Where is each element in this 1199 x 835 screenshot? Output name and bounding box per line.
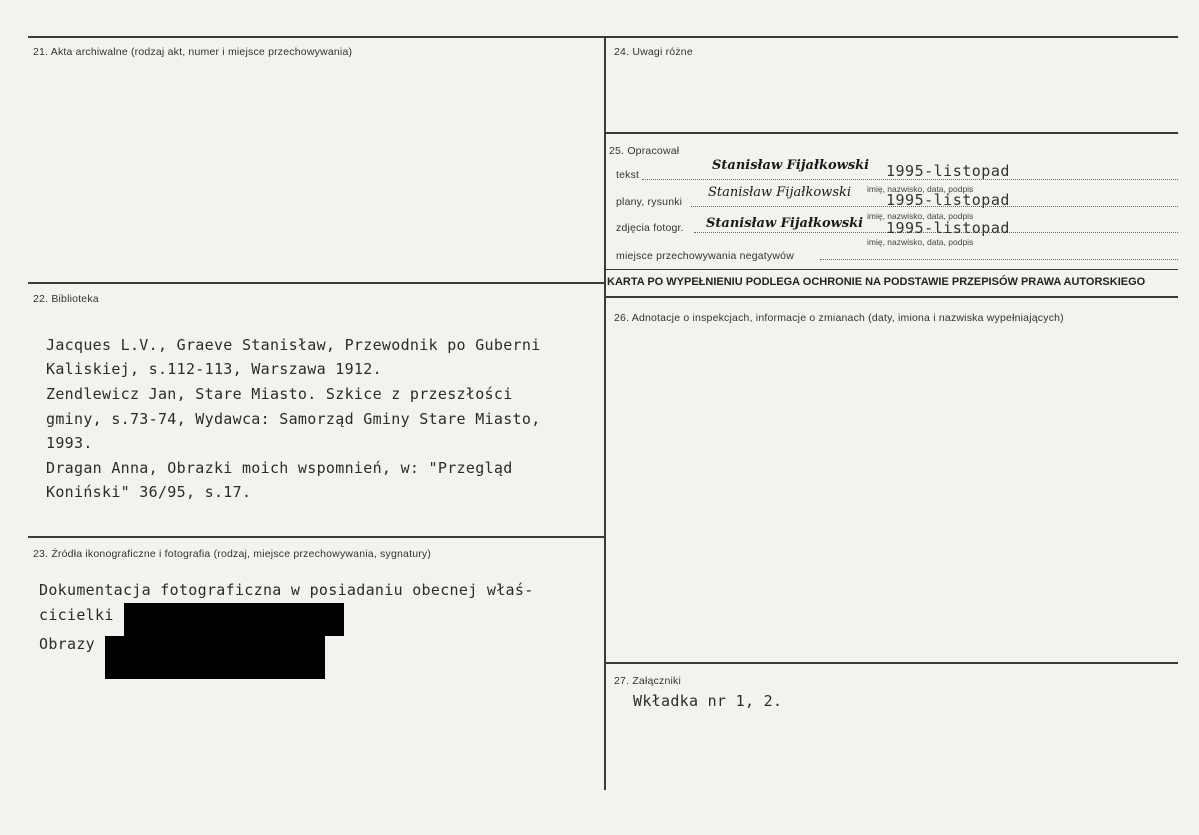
bibliography-line: Jacques L.V., Graeve Stanisław, Przewodnik po Guberni [46, 336, 541, 354]
date-value: 1995-listopad [886, 191, 1010, 209]
signature-author: Stanisław Fijałkowski [712, 158, 870, 173]
signature-author: Stanisław Fijałkowski [706, 216, 864, 231]
field-caption: imię, nazwisko, data, podpis [867, 237, 974, 247]
section-27-label: 27. Załączniki [614, 675, 681, 687]
bibliography-line: Dragan Anna, Obrazki moich wspomnień, w: "Przegląd [46, 459, 513, 477]
bibliography-line: Koniński" 36/95, s.17. [46, 483, 252, 501]
section-23-label: 23. Źródła ikonograficzne i fotografia (rodzaj, miejsce przechowywania, sygnatury) [33, 548, 432, 560]
field-label-photos: zdjęcia fotogr. [616, 222, 684, 234]
divider-notice-26 [606, 296, 1178, 298]
bibliography-line: Zendlewicz Jan, Stare Miasto. Szkice z przeszłości [46, 385, 513, 403]
redaction-block [105, 636, 325, 679]
iconography-line: Dokumentacja fotograficzna w posiadaniu obecnej właś- [39, 581, 534, 599]
bibliography-line: Kaliskiej, s.112-113, Warszawa 1912. [46, 360, 382, 378]
signature-author: Stanisław Fijałkowski [708, 185, 852, 200]
section-26-label: 26. Adnotacje o inspekcjach, informacje o zmianach (daty, imiona i nazwiska wypełniających) [614, 312, 1064, 324]
field-caption: imię, nazwisko, data, podpis [867, 211, 974, 221]
redaction-block [124, 603, 344, 636]
fill-line [820, 259, 1178, 260]
section-24-label: 24. Uwagi różne [614, 46, 693, 58]
field-label-text: tekst [616, 169, 640, 181]
top-border-line [28, 36, 1178, 38]
copyright-notice: KARTA PO WYPEŁNIENIU PODLEGA OCHRONIE NA PODSTAWIE PRZEPISÓW PRAWA AUTORSKIEGO [607, 276, 1146, 288]
field-label-negatives: miejsce przechowywania negatywów [616, 250, 794, 262]
attachments-value: Wkładka nr 1, 2. [633, 692, 783, 710]
bibliography-line: 1993. [46, 434, 93, 452]
iconography-line: cicielki [39, 606, 114, 624]
date-value: 1995-listopad [886, 162, 1010, 180]
divider-22-23 [28, 536, 606, 538]
center-divider-line [604, 36, 606, 790]
field-caption: imię, nazwisko, data, podpis [867, 184, 974, 194]
section-25-label: 25. Opracował [609, 145, 680, 157]
field-label-plans: plany, rysunki [616, 196, 683, 208]
divider-24-25 [606, 132, 1178, 134]
section-22-label: 22. Biblioteka [33, 293, 99, 305]
bibliography-line: gminy, s.73-74, Wydawca: Samorząd Gminy Stare Miasto, [46, 410, 541, 428]
divider-26-27 [606, 662, 1178, 664]
date-value: 1995-listopad [886, 219, 1010, 237]
divider-21-22 [28, 282, 606, 284]
section-21-label: 21. Akta archiwalne (rodzaj akt, numer i miejsce przechowywania) [33, 46, 353, 58]
divider-25-notice [606, 269, 1178, 270]
iconography-line: Obrazy [39, 635, 95, 653]
